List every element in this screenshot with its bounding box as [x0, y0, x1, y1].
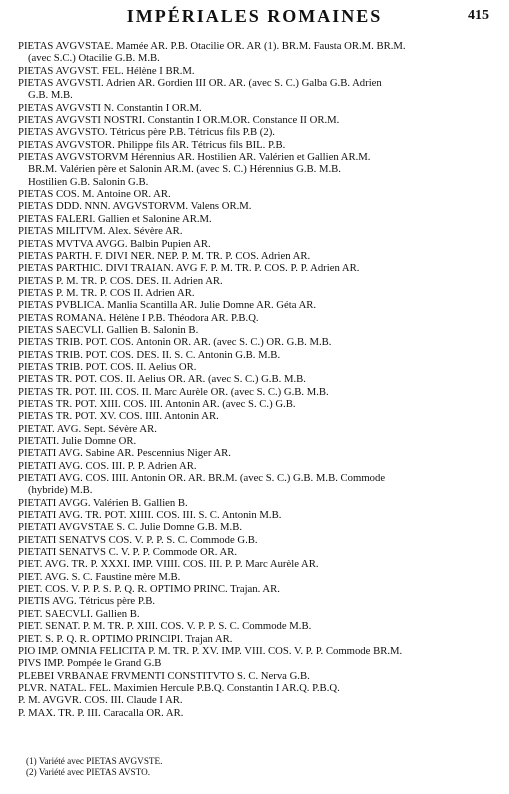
entry-line: PIETAS TR. POT. COS. II. Aelius OR. AR. (avec S. C.) G.B. M.B.: [18, 373, 306, 386]
entry-line: PIETAS P. M. TR. P. COS. DES. II. Adrien AR.: [18, 274, 223, 287]
entry-line: PIETAS AVGVSTAE. Mamée AR. P.B. Otacilie OR. AR (1). BR.M. Fausta OR.M. BR.M.: [18, 40, 406, 52]
entry-line: PIETAS COS. M. Antoine OR. AR.: [18, 188, 171, 201]
entry-line: PIETAS AVGVSTI NOSTRI. Constantin I OR.M.OR. Constance II OR.M.: [18, 114, 340, 127]
entry-line: PIETATI AVGG. Valérien B. Gallien B.: [18, 496, 188, 509]
entry-line: PIETAS TRIB. POT. COS. II. Aelius OR.: [18, 360, 197, 373]
entry-line: PIETATI. Julie Domne OR.: [18, 435, 137, 447]
entry-continuation-line: Hostilien G.B. Salonin G.B.: [28, 175, 149, 188]
entry-line: PIETATI SENATVS COS. V. P. P. S. C. Commode G.B.: [18, 533, 258, 546]
footnote: (2) Variété avec PIETAS AVSTO.: [26, 767, 151, 777]
entry-line: PIETATI AVG. COS. IIII. Antonin OR. AR. BR.M. (avec S. C.) G.B. M.B. Commode: [18, 472, 386, 485]
footnote: (1) Variété avec PIETAS AVGVSTE.: [26, 756, 163, 766]
running-title: IMPÉRIALES ROMAINES: [126, 6, 383, 26]
entry-line: PIETAS MVTVA AVGG. Balbin Pupien AR.: [18, 237, 211, 250]
entry-line: PIETAS SAECVLI. Gallien B. Salonin B.: [18, 323, 199, 336]
entry-line: PIET. SAECVLI. Gallien B.: [18, 607, 140, 620]
entry-line: PIET. AVG. S. C. Faustine mère M.B.: [18, 570, 181, 583]
entry-line: PIETAS PARTHIC. DIVI TRAIAN. AVG F. P. M. TR. P. COS. P. P. Adrien AR.: [18, 262, 360, 275]
entry-line: PIETATI AVG. TR. POT. XIIII. COS. III. S. C. Antonin M.B.: [18, 509, 282, 522]
entry-continuation-line: (hybride) M.B.: [28, 484, 93, 497]
entry-line: PIETATI SENATVS C. V. P. P. Commode OR. AR.: [18, 546, 238, 559]
entry-line: PIET. COS. V. P. P. S. P. Q. R. OPTIMO PRINC. Trajan. AR.: [18, 583, 280, 596]
entry-line: PIETAS TR. POT. XV. COS. IIII. Antonin AR.: [18, 410, 219, 423]
entry-line: PIO IMP. OMNIA FELICITA P. M. TR. P. XV. IMP. VIII. COS. V. P. P. Commode BR.M.: [18, 644, 403, 657]
entry-line: P. MAX. TR. P. III. Caracalla OR. AR.: [18, 706, 184, 719]
entry-line: PIETAS ROMANA. Hélène I P.B. Théodora AR. P.B.Q.: [18, 311, 259, 324]
entry-line: PIETATI AVGVSTAE S. C. Julie Domne G.B. M.B.: [18, 521, 243, 534]
entry-line: PIETAS PARTH. F. DIVI NER. NEP. P. M. TR. P. COS. Adrien AR.: [18, 249, 311, 262]
entry-line: PIETAS TRIB. POT. COS. Antonin OR. AR. (avec S. C.) OR. G.B. M.B.: [18, 336, 332, 349]
entry-continuation-line: BR.M. Valérien père et Salonin AR.M. (avec S. C.) Hérennius G.B. M.B.: [28, 163, 341, 176]
entry-line: PIVS IMP. Pompée le Grand G.B: [18, 657, 162, 670]
entry-continuation-line: G.B. M.B.: [28, 89, 73, 102]
entry-line: PIETAS MILITVM. Alex. Sévère AR.: [18, 225, 183, 238]
entry-line: PIETIS AVG. Tétricus père P.B.: [18, 595, 156, 608]
entry-line: PIETAS P. M. TR. P. COS II. Adrien AR.: [18, 286, 195, 299]
entry-line: PIET. SENAT. P. M. TR. P. XIII. COS. V. P. P. S. C. Commode M.B.: [18, 620, 312, 633]
entry-continuation-line: (avec S.C.) Otacilie G.B. M.B.: [28, 52, 160, 65]
entry-line: P. M. AVGVR. COS. III. Claude I AR.: [18, 694, 183, 707]
entry-line: PIETAS AVGVST. FEL. Hélène I BR.M.: [18, 64, 195, 77]
entry-line: PIETAS PVBLICA. Manlia Scantilla AR. Julie Domne AR. Géta AR.: [18, 299, 317, 312]
entry-line: PIETATI AVG. COS. III. P. P. Adrien AR.: [18, 459, 197, 472]
entry-line: PIETAS FALERI. Gallien et Salonine AR.M.: [18, 212, 212, 225]
page-number: 415: [468, 8, 489, 23]
entry-line: PIETAS AVGVSTI N. Constantin I OR.M.: [18, 101, 202, 114]
entry-line: PIETAS AVGVSTO. Tétricus père P.B. Tétricus fils P.B (2).: [18, 126, 275, 139]
page-header: [18, 4, 491, 30]
entry-line: PIETAS TR. POT. III. COS. II. Marc Aurèle OR. (avec S. C.) G.B. M.B.: [18, 385, 329, 398]
entry-line: PIETATI AVG. Sabine AR. Pescennius Niger AR.: [18, 447, 231, 460]
entry-line: PIET. AVG. TR. P. XXXI. IMP. VIIII. COS. III. P. P. Marc Aurèle AR.: [18, 558, 319, 571]
footnotes: [26, 756, 162, 778]
legend-entries-list: [18, 40, 491, 719]
entry-line: PIETAS DDD. NNN. AVGVSTORVM. Valens OR.M.: [18, 200, 252, 213]
entry-line: PIETAS TRIB. POT. COS. DES. II. S. C. Antonin G.B. M.B.: [18, 348, 281, 361]
entry-line: PIETAS TR. POT. XIII. COS. III. Antonin AR. (avec S. C.) G.B.: [18, 397, 296, 410]
entry-line: PIETAS AVGVSTORVM Hérennius AR. Hostilien AR. Valérien et Gallien AR.M.: [18, 151, 371, 164]
entry-line: PLVR. NATAL. FEL. Maximien Hercule P.B.Q. Constantin I AR.Q. P.B.Q.: [18, 681, 340, 694]
entry-line: PLEBEI VRBANAE FRVMENTI CONSTITVTO S. C. Nerva G.B.: [18, 669, 310, 682]
entry-line: PIETAS AVGVSTOR. Philippe fils AR. Tétricus fils BIL. P.B.: [18, 138, 286, 151]
entry-line: PIET. S. P. Q. R. OPTIMO PRINCIPI. Trajan AR.: [18, 632, 233, 645]
entry-line: PIETAT. AVG. Sept. Sévère AR.: [18, 422, 157, 435]
entry-line: PIETAS AVGVSTI. Adrien AR. Gordien III OR. AR. (avec S. C.) Galba G.B. Adrien: [18, 77, 382, 90]
